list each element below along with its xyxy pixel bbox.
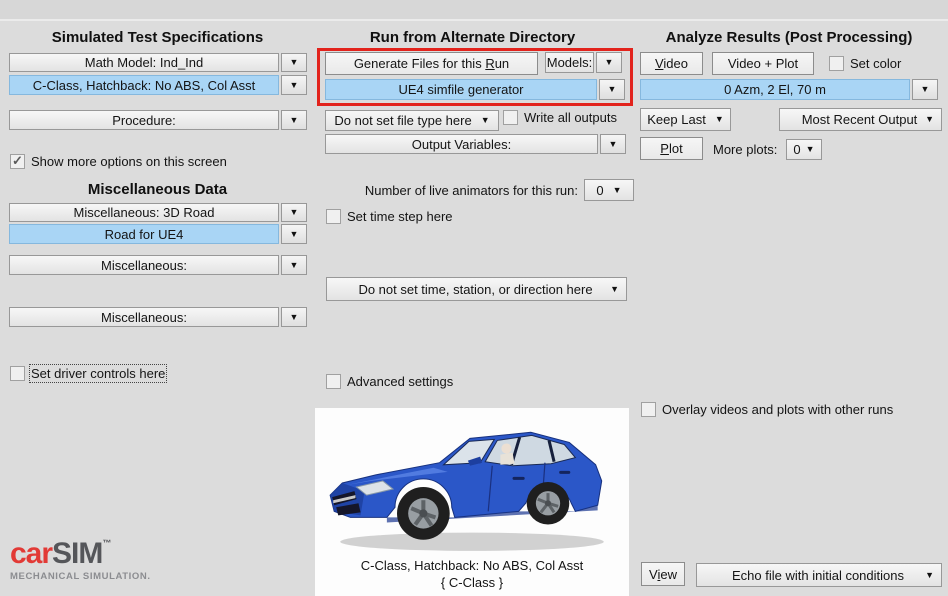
misc-2-arrow[interactable] xyxy=(281,255,307,275)
misc-3-combo[interactable] xyxy=(9,307,307,327)
procedure-arrow[interactable] xyxy=(281,110,307,130)
trademark-mark: ™ xyxy=(102,538,111,548)
misc-3-arrow[interactable] xyxy=(281,307,307,327)
chevron-down-icon: ▼ xyxy=(289,311,299,322)
vehicle-caption-line2: { C-Class } xyxy=(440,575,504,590)
output-variables-value[interactable]: Output Variables: xyxy=(325,134,598,154)
advanced-settings-checkbox[interactable] xyxy=(326,374,453,389)
vehicle-preview-panel xyxy=(315,408,629,596)
most-recent-output-dropdown[interactable]: Most Recent Output ▼ xyxy=(779,108,942,131)
more-plots-dropdown[interactable]: 0 ▼ xyxy=(786,139,822,160)
write-all-outputs-checkbox[interactable] xyxy=(503,110,617,125)
misc-3d-road-arrow[interactable] xyxy=(281,203,307,222)
chevron-down-icon: ▼ xyxy=(920,84,930,94)
show-more-options-checkbox[interactable] xyxy=(10,154,227,169)
chevron-down-icon: ▼ xyxy=(925,569,934,580)
vehicle-caption-line1: C-Class, Hatchback: No ABS, Col Asst xyxy=(360,558,584,573)
checkbox-box[interactable] xyxy=(10,366,25,381)
chevron-down-icon: ▼ xyxy=(607,84,617,94)
plot-button[interactable]: Plot xyxy=(640,137,703,160)
vehicle-combo[interactable] xyxy=(9,75,307,95)
chevron-down-icon: ▼ xyxy=(925,114,934,124)
chevron-down-icon: ▼ xyxy=(805,144,815,154)
section-title-miscellaneous-data: Miscellaneous Data xyxy=(87,181,228,198)
view-button[interactable]: View xyxy=(641,562,685,586)
procedure-value[interactable]: Procedure: xyxy=(9,110,279,130)
camera-value[interactable]: 0 Azm, 2 El, 70 m xyxy=(640,79,910,100)
checkbox-box[interactable] xyxy=(326,209,341,224)
misc-3d-road-value[interactable]: Miscellaneous: 3D Road xyxy=(9,203,279,222)
generate-files-button[interactable]: Generate Files for this Run xyxy=(325,52,538,75)
top-band xyxy=(0,0,948,21)
checkbox-label: Set driver controls here xyxy=(31,366,166,381)
models-label[interactable]: Models: xyxy=(545,52,594,73)
models-combo[interactable] xyxy=(545,52,622,73)
logo-sim-text: SIM xyxy=(52,537,103,570)
checkbox-box[interactable] xyxy=(10,154,25,169)
math-model-combo[interactable] xyxy=(9,53,307,72)
section-title-run-alternate: Run from Alternate Directory xyxy=(369,29,576,46)
live-animators-label: Number of live animators for this run: xyxy=(364,183,578,198)
overlay-checkbox[interactable] xyxy=(641,402,893,417)
misc-3d-road-combo[interactable] xyxy=(9,203,307,222)
more-plots-label: More plots: xyxy=(713,142,778,157)
chevron-down-icon: ▼ xyxy=(289,57,299,67)
checkbox-label: Write all outputs xyxy=(524,110,617,125)
checkbox-label: Show more options on this screen xyxy=(31,154,227,169)
chevron-down-icon: ▼ xyxy=(604,57,614,67)
keep-last-dropdown[interactable]: Keep Last ▼ xyxy=(640,108,731,131)
file-type-dropdown[interactable]: Do not set file type here ▼ xyxy=(325,110,499,131)
vehicle-image xyxy=(320,414,624,556)
models-arrow[interactable] xyxy=(596,52,622,73)
checkbox-label: Advanced settings xyxy=(347,374,454,389)
output-variables-arrow[interactable] xyxy=(600,134,626,154)
section-title-simulated-test: Simulated Test Specifications xyxy=(51,29,264,46)
camera-arrow[interactable] xyxy=(912,79,938,100)
checkbox-box[interactable] xyxy=(503,110,518,125)
math-model-value[interactable]: Math Model: Ind_Ind xyxy=(9,53,279,72)
section-title-analyze-results: Analyze Results (Post Processing) xyxy=(665,29,913,46)
video-button[interactable]: Video xyxy=(640,52,703,75)
procedure-combo[interactable] xyxy=(9,110,307,130)
checkbox-label: Set color xyxy=(850,56,902,71)
chevron-down-icon: ▼ xyxy=(610,283,619,294)
carsim-logo xyxy=(10,539,151,582)
math-model-arrow[interactable] xyxy=(281,53,307,72)
logo-tagline: MECHANICAL SIMULATION. xyxy=(10,571,151,582)
ue4-simfile-arrow[interactable] xyxy=(599,79,625,100)
misc-2-combo[interactable] xyxy=(9,255,307,275)
checkbox-label: Set time step here xyxy=(347,209,453,224)
set-color-checkbox[interactable] xyxy=(829,56,901,71)
ue4-simfile-combo[interactable] xyxy=(325,79,625,100)
checkbox-label: Overlay videos and plots with other runs xyxy=(662,402,894,417)
set-time-step-checkbox[interactable] xyxy=(326,209,453,224)
road-for-ue4-combo[interactable] xyxy=(9,224,307,244)
checkbox-box[interactable] xyxy=(326,374,341,389)
vehicle-arrow[interactable] xyxy=(281,75,307,95)
checkbox-box[interactable] xyxy=(829,56,844,71)
chevron-down-icon: ▼ xyxy=(289,79,299,90)
chevron-down-icon: ▼ xyxy=(289,207,299,217)
chevron-down-icon: ▼ xyxy=(480,115,490,125)
chevron-down-icon: ▼ xyxy=(289,228,299,239)
road-for-ue4-arrow[interactable] xyxy=(281,224,307,244)
vehicle-value[interactable]: C-Class, Hatchback: No ABS, Col Asst xyxy=(9,75,279,95)
live-animators-dropdown[interactable]: 0 ▼ xyxy=(584,179,634,201)
video-plot-button[interactable]: Video + Plot xyxy=(712,52,814,75)
camera-combo[interactable] xyxy=(640,79,938,100)
chevron-down-icon: ▼ xyxy=(608,138,618,149)
ue4-simfile-value[interactable]: UE4 simfile generator xyxy=(325,79,597,100)
chevron-down-icon: ▼ xyxy=(289,259,299,270)
chevron-down-icon: ▼ xyxy=(714,114,724,124)
misc-2-value[interactable]: Miscellaneous: xyxy=(9,255,279,275)
echo-file-dropdown[interactable]: Echo file with initial conditions ▼ xyxy=(696,563,942,587)
misc-3-value[interactable]: Miscellaneous: xyxy=(9,307,279,327)
time-station-dropdown[interactable]: Do not set time, station, or direction here ▼ xyxy=(326,277,627,301)
checkbox-box[interactable] xyxy=(641,402,656,417)
chevron-down-icon: ▼ xyxy=(289,114,299,125)
chevron-down-icon: ▼ xyxy=(612,184,622,195)
output-variables-combo[interactable] xyxy=(325,134,626,154)
logo-car-text: car xyxy=(10,537,53,570)
road-for-ue4-value[interactable]: Road for UE4 xyxy=(9,224,279,244)
set-driver-controls-checkbox[interactable] xyxy=(10,366,165,381)
